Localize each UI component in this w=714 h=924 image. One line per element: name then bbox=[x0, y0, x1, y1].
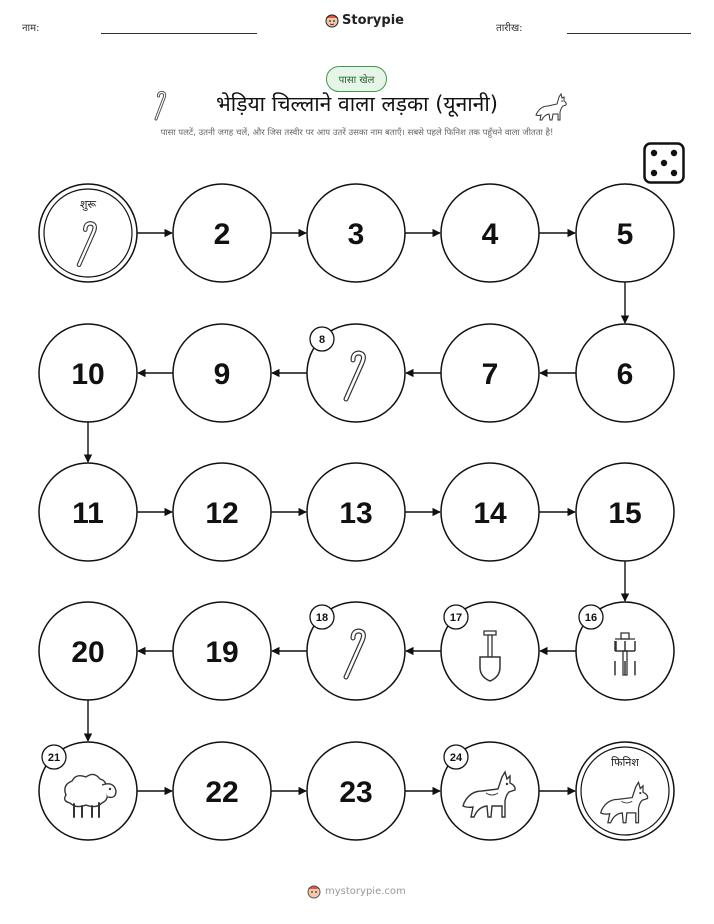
board-space-22[interactable] bbox=[173, 742, 271, 840]
footer bbox=[307, 884, 406, 899]
board-space-24[interactable] bbox=[441, 742, 539, 840]
space-number: 7 bbox=[481, 358, 499, 391]
board-space-7[interactable] bbox=[441, 324, 539, 422]
board-space-16[interactable] bbox=[576, 602, 674, 700]
space-number: 8 bbox=[318, 334, 326, 346]
footer-site: mystorypie.com bbox=[325, 886, 406, 897]
space-number: 5 bbox=[616, 218, 634, 251]
space-number: 2 bbox=[213, 218, 231, 251]
space-number: 17 bbox=[449, 612, 463, 624]
date-label: तारीख: bbox=[496, 23, 523, 34]
space-number: 21 bbox=[47, 752, 61, 764]
board-space-4[interactable] bbox=[441, 184, 539, 282]
board-space-23[interactable] bbox=[307, 742, 405, 840]
space-number: 24 bbox=[449, 752, 463, 764]
board-space-8[interactable] bbox=[307, 324, 405, 422]
board-space-25[interactable] bbox=[576, 742, 674, 840]
space-number: 16 bbox=[584, 612, 598, 624]
page-title: भेड़िया चिल्लाने वाला लड़का (यूनानी) bbox=[216, 92, 498, 116]
space-number: 12 bbox=[205, 497, 239, 530]
start-label: शुरू bbox=[79, 198, 97, 211]
board-space-18[interactable] bbox=[307, 602, 405, 700]
space-number: 4 bbox=[481, 218, 499, 251]
space-number: 9 bbox=[213, 358, 231, 391]
space-number: 6 bbox=[616, 358, 634, 391]
board-space-11[interactable] bbox=[39, 463, 137, 561]
board-space-14[interactable] bbox=[441, 463, 539, 561]
board-space-3[interactable] bbox=[307, 184, 405, 282]
board-space-17[interactable] bbox=[441, 602, 539, 700]
space-number: 19 bbox=[205, 636, 239, 669]
board-space-9[interactable] bbox=[173, 324, 271, 422]
space-number: 14 bbox=[473, 497, 507, 530]
board-space-6[interactable] bbox=[576, 324, 674, 422]
board-space-21[interactable] bbox=[39, 742, 137, 840]
finish-label: फिनिश bbox=[611, 756, 639, 769]
game-type-badge: पासा खेल bbox=[326, 66, 387, 92]
board-space-19[interactable] bbox=[173, 602, 271, 700]
space-number: 10 bbox=[71, 358, 105, 391]
brand-name: Storypie bbox=[342, 13, 404, 28]
board-space-20[interactable] bbox=[39, 602, 137, 700]
board-space-13[interactable] bbox=[307, 463, 405, 561]
board-space-15[interactable] bbox=[576, 463, 674, 561]
space-number: 18 bbox=[315, 612, 329, 624]
name-label: नाम: bbox=[22, 23, 40, 34]
board-space-1[interactable] bbox=[39, 184, 137, 282]
space-number: 11 bbox=[72, 497, 104, 530]
storypie-mascot-icon bbox=[307, 884, 321, 899]
board-space-12[interactable] bbox=[173, 463, 271, 561]
instructions-text: पासा पलटें, उतनी जगह चलें, और जिस तस्वीर पर आप उतरें उसका नाम बताएँ। सबसे पहले फिनिश तक पहुँचने वाला जीतता है! bbox=[160, 128, 554, 138]
board-space-2[interactable] bbox=[173, 184, 271, 282]
board-space-10[interactable] bbox=[39, 324, 137, 422]
space-number: 22 bbox=[205, 776, 239, 809]
space-number: 13 bbox=[339, 497, 373, 530]
board-space-5[interactable] bbox=[576, 184, 674, 282]
space-number: 20 bbox=[71, 636, 105, 669]
space-number: 3 bbox=[347, 218, 365, 251]
space-number: 23 bbox=[339, 776, 373, 809]
space-number: 15 bbox=[608, 497, 642, 530]
